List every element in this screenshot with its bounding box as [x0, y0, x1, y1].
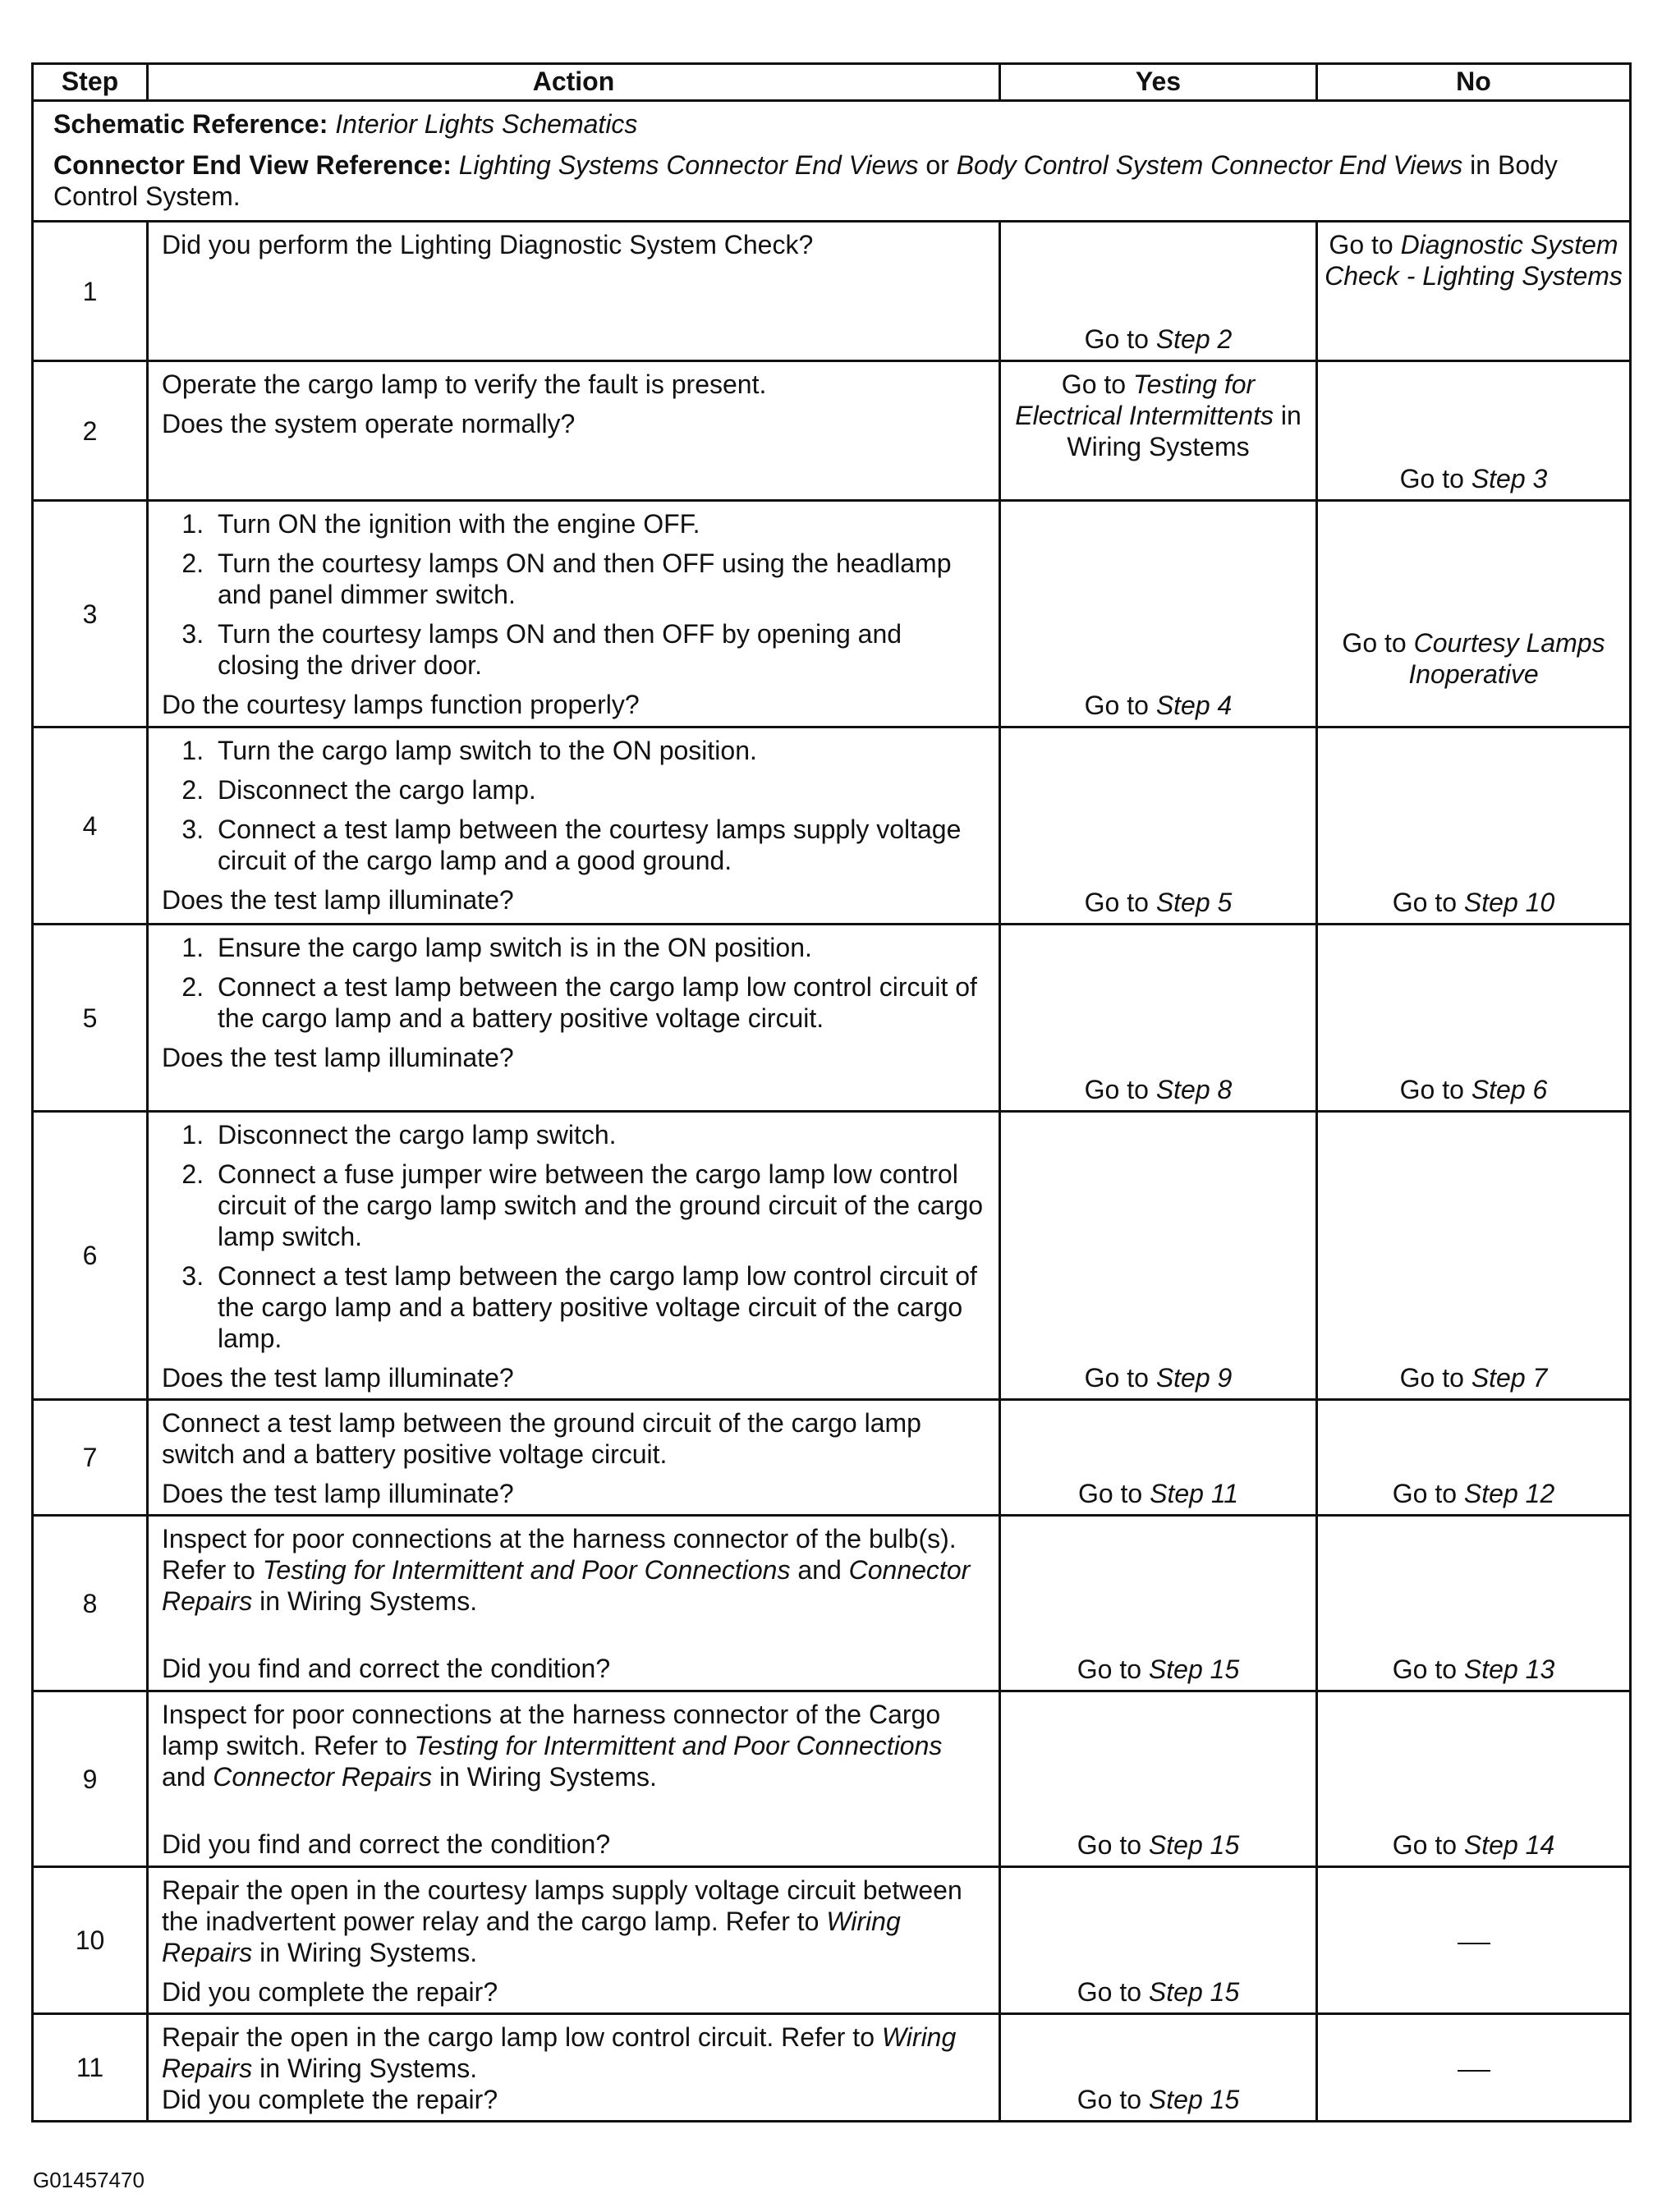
action-cell — [148, 501, 1000, 727]
diagnostic-table — [31, 62, 1632, 2123]
no-cell: Go to Step 12 — [1317, 1400, 1631, 1516]
list-item: 2. Disconnect the cargo lamp. — [211, 774, 987, 805]
step-row-9 — [33, 1691, 1631, 1867]
no-cell: Go to Step 3 — [1317, 361, 1631, 501]
figure-id: G01457470 — [33, 2168, 145, 2192]
list-item: 3. Turn the courtesy lamps ON and then OFF by opening and closing the driver door. — [211, 618, 987, 681]
action-list — [162, 735, 987, 876]
step-row-1 — [33, 222, 1631, 361]
action-link[interactable]: Testing for Intermittent and Poor Connections — [262, 1555, 791, 1585]
no-cell: Go to Courtesy Lamps Inoperative — [1317, 501, 1631, 727]
no-cell: Go to Step 6 — [1317, 925, 1631, 1112]
yes-link[interactable]: Step 9 — [1155, 1363, 1233, 1393]
no-link[interactable]: Step 3 — [1471, 464, 1548, 493]
action-question: Do the courtesy lamps function properly? — [162, 690, 640, 719]
yes-link[interactable]: Step 15 — [1148, 1977, 1240, 2007]
yes-cell: Go to Step 2 — [1000, 222, 1317, 361]
reference-row — [33, 101, 1631, 222]
step-row-5 — [33, 925, 1631, 1112]
list-item: 3. Connect a test lamp between the cargo lamp low control circuit of the cargo lamp and a battery positive voltage circuit of the cargo lamp. — [211, 1260, 987, 1354]
step-row-6 — [33, 1112, 1631, 1400]
schematic-reference: Schematic Reference: Interior Lights Schematics — [53, 109, 638, 139]
action-question: Does the test lamp illuminate? — [162, 1363, 514, 1393]
list-item: 2. Connect a fuse jumper wire between the cargo lamp low control circuit of the cargo lamp switch and the ground circuit of the cargo lamp switch. — [211, 1159, 987, 1252]
yes-cell: Go to Step 15 — [1000, 1867, 1317, 2014]
no-link[interactable]: Diagnostic System Check - Lighting Systems — [1325, 230, 1623, 291]
yes-link[interactable]: Step 15 — [1148, 1654, 1240, 1684]
action-question: Does the test lamp illuminate? — [162, 885, 514, 915]
action-question: Does the test lamp illuminate? — [162, 1043, 514, 1072]
action-question: Does the system operate normally? — [162, 409, 576, 438]
yes-cell: Go to Step 8 — [1000, 925, 1317, 1112]
step-row-7 — [33, 1400, 1631, 1516]
action-text: Connect a test lamp between the ground circuit of the cargo lamp switch and a battery positive voltage circuit. — [162, 1408, 921, 1469]
step-number: 11 — [33, 2014, 148, 2122]
yes-link[interactable]: Step 8 — [1155, 1075, 1233, 1104]
action-question: Did you find and correct the condition? — [162, 1829, 611, 1859]
step-number: 7 — [33, 1400, 148, 1516]
action-text: Inspect for poor connections at the harness connector of the bulb(s). Refer to Testing for Intermittent and Poor Connections and Connector Repairs in Wiring Systems. — [162, 1524, 971, 1616]
yes-cell: Go to Step 11 — [1000, 1400, 1317, 1516]
list-item: 1. Disconnect the cargo lamp switch. — [211, 1119, 987, 1150]
action-cell — [148, 1867, 1000, 2014]
action-list — [162, 508, 987, 681]
step-row-8 — [33, 1516, 1631, 1691]
schematic-reference-link[interactable]: Interior Lights Schematics — [335, 109, 638, 139]
yes-link[interactable]: Testing for Electrical Intermittents — [1015, 369, 1274, 430]
header-yes: Yes — [1000, 64, 1317, 101]
action-text: Did you perform the Lighting Diagnostic System Check? — [162, 230, 814, 259]
action-question: Did you complete the repair? — [162, 2085, 498, 2114]
no-cell: Go to Step 7 — [1317, 1112, 1631, 1400]
step-number: 6 — [33, 1112, 148, 1400]
step-number: 4 — [33, 727, 148, 925]
list-item: 1. Turn the cargo lamp switch to the ON position. — [211, 735, 987, 766]
no-link[interactable]: Step 14 — [1463, 1830, 1555, 1860]
step-number: 1 — [33, 222, 148, 361]
yes-cell: Go to Step 4 — [1000, 501, 1317, 727]
no-cell — [1317, 1867, 1631, 2014]
reference-cell — [33, 101, 1631, 222]
yes-link[interactable]: Step 15 — [1148, 1830, 1240, 1860]
action-text: Operate the cargo lamp to verify the fault is present. — [162, 369, 767, 399]
action-list — [162, 932, 987, 1034]
action-cell — [148, 925, 1000, 1112]
list-item: 2. Turn the courtesy lamps ON and then OFF using the headlamp and panel dimmer switch. — [211, 548, 987, 610]
no-link[interactable]: Step 13 — [1463, 1654, 1555, 1684]
action-question: Did you find and correct the condition? — [162, 1654, 611, 1683]
header-action: Action — [148, 64, 1000, 101]
header-row — [33, 64, 1631, 101]
connector-reference-link-2[interactable]: Body Control System Connector End Views — [956, 150, 1463, 180]
yes-cell: Go to Step 9 — [1000, 1112, 1317, 1400]
yes-link[interactable]: Step 15 — [1148, 2085, 1240, 2114]
step-number: 3 — [33, 501, 148, 727]
no-cell: Go to Step 10 — [1317, 727, 1631, 925]
action-cell — [148, 222, 1000, 361]
step-row-10 — [33, 1867, 1631, 2014]
yes-cell: Go to Step 15 — [1000, 2014, 1317, 2122]
list-item: 2. Connect a test lamp between the cargo lamp low control circuit of the cargo lamp and a battery positive voltage circuit. — [211, 971, 987, 1034]
action-link[interactable]: Testing for Intermittent and Poor Connections — [414, 1731, 943, 1760]
not-applicable-dash — [1458, 2070, 1490, 2072]
step-number: 8 — [33, 1516, 148, 1691]
action-cell — [148, 1516, 1000, 1691]
step-row-4 — [33, 727, 1631, 925]
header-no: No — [1317, 64, 1631, 101]
action-link[interactable]: Wiring Repairs — [162, 2022, 957, 2083]
header-step: Step — [33, 64, 148, 101]
no-cell: Go to Step 13 — [1317, 1516, 1631, 1691]
not-applicable-dash — [1458, 1943, 1490, 1944]
step-number: 2 — [33, 361, 148, 501]
step-row-2 — [33, 361, 1631, 501]
list-item: 1. Turn ON the ignition with the engine OFF. — [211, 508, 987, 539]
action-link[interactable]: Connector Repairs — [213, 1762, 433, 1792]
yes-cell: Go to Step 15 — [1000, 1516, 1317, 1691]
yes-cell: Go to Step 5 — [1000, 727, 1317, 925]
action-cell — [148, 1112, 1000, 1400]
step-row-3 — [33, 501, 1631, 727]
action-cell — [148, 1400, 1000, 1516]
list-item: 3. Connect a test lamp between the courtesy lamps supply voltage circuit of the cargo lamp and a good ground. — [211, 814, 987, 876]
yes-link[interactable]: Step 5 — [1155, 888, 1233, 917]
step-number: 9 — [33, 1691, 148, 1867]
no-link[interactable]: Step 10 — [1463, 888, 1555, 917]
no-link[interactable]: Step 7 — [1471, 1363, 1548, 1393]
connector-reference-link-1[interactable]: Lighting Systems Connector End Views — [458, 150, 919, 180]
action-text: Repair the open in the cargo lamp low control circuit. Refer to Wiring Repairs in Wiring Systems. — [162, 2022, 957, 2083]
action-cell — [148, 727, 1000, 925]
action-text: Repair the open in the courtesy lamps supply voltage circuit between the inadvertent power relay and the cargo lamp. Refer to Wiring Repairs in Wiring Systems. — [162, 1875, 962, 1967]
connector-reference: Connector End View Reference: Lighting Systems Connector End Views or Body Control System Connector End Views in Body Control System. — [53, 150, 1558, 211]
step-number: 10 — [33, 1867, 148, 2014]
yes-link[interactable]: Step 2 — [1155, 324, 1233, 354]
no-cell: Go to Diagnostic System Check - Lighting Systems — [1317, 222, 1631, 361]
action-link[interactable]: Wiring Repairs — [162, 1907, 901, 1967]
yes-cell: Go to Step 15 — [1000, 1691, 1317, 1867]
yes-link[interactable]: Step 11 — [1150, 1479, 1239, 1508]
action-text: Inspect for poor connections at the harness connector of the Cargo lamp switch. Refer to Testing for Intermittent and Poor Connections and Connector Repairs in Wiring Systems. — [162, 1700, 943, 1792]
action-link[interactable]: Connector Repairs — [162, 1555, 971, 1616]
no-link[interactable]: Courtesy Lamps Inoperative — [1408, 628, 1605, 689]
action-question: Did you complete the repair? — [162, 1977, 498, 2007]
no-cell — [1317, 2014, 1631, 2122]
no-cell: Go to Step 14 — [1317, 1691, 1631, 1867]
step-row-11 — [33, 2014, 1631, 2122]
list-item: 1. Ensure the cargo lamp switch is in the ON position. — [211, 932, 987, 963]
action-cell — [148, 361, 1000, 501]
action-cell — [148, 1691, 1000, 1867]
step-number: 5 — [33, 925, 148, 1112]
yes-cell: Go to Testing for Electrical Intermittents in Wiring Systems — [1000, 361, 1317, 501]
action-list — [162, 1119, 987, 1354]
no-link[interactable]: Step 6 — [1471, 1075, 1548, 1104]
action-question: Does the test lamp illuminate? — [162, 1479, 514, 1508]
yes-link[interactable]: Step 4 — [1155, 691, 1233, 720]
action-cell — [148, 2014, 1000, 2122]
no-link[interactable]: Step 12 — [1463, 1479, 1555, 1508]
